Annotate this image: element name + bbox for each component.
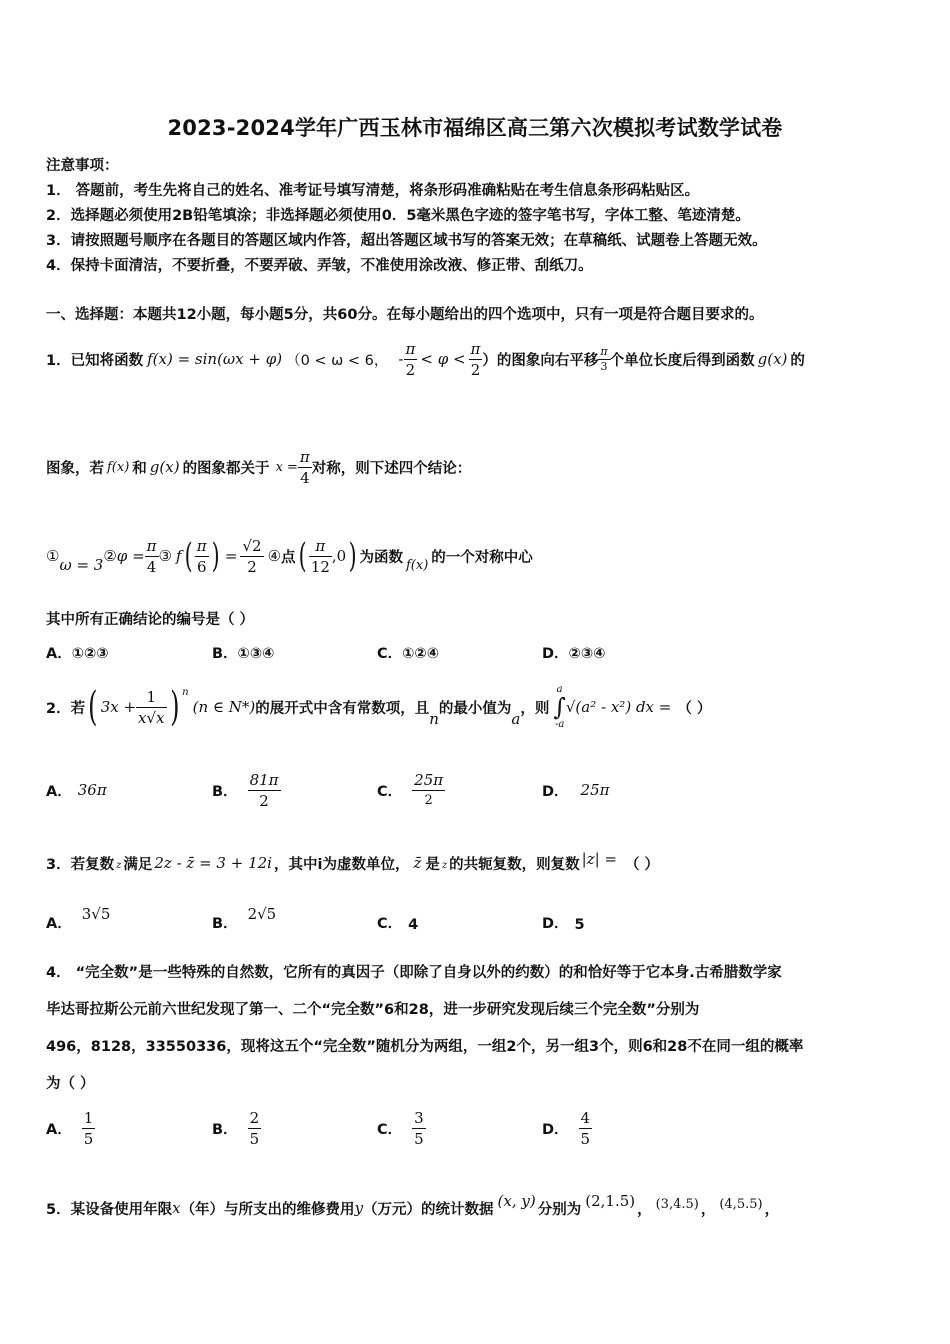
statement-4-tail: 为函数 [359,549,403,566]
q5-point-2: (3,4.5) [655,1196,699,1212]
q2-expr-a: 3x + [100,698,137,716]
q5-pair: (x, y) [497,1192,536,1210]
q4-option-c[interactable]: C． $\frac{3}{5}$ [377,1108,424,1148]
q1-line2-b: 的图象都关于 [182,460,270,477]
q1-frac-neg-pi-2: $\frac{\pi}{2}$ [405,339,416,379]
q3-ask: （ ） [625,856,660,873]
q3-option-a[interactable]: A． 3√5 [46,905,111,932]
section-heading: 一、选择题：本题共12小题，每小题5分，共60分。在每小题给出的四个选项中，只有一项是符合题目要求的。 [46,307,764,323]
q5-line [46,1190,779,1226]
q5-y: y [354,1199,364,1217]
q1-option-b[interactable]: B．①③④ [212,646,275,662]
q3-option-d[interactable]: D． 5 [542,916,585,933]
q2-integral-sign: ∫ [553,693,566,721]
q2-mid3: ，则 [520,700,550,717]
q1-frac-pi-4: $\frac{\pi}{4}$ [299,447,310,487]
q5-mid2: （万元）的统计数据 [363,1201,494,1218]
q3-equation: 2z - z̄ = 3 + 12i [154,854,272,872]
q5-x: x [172,1199,181,1217]
q2-ask: （ ） [677,700,712,717]
q1-prefix: 1．已知将函数 [46,352,144,369]
q3-z2: z [441,859,448,871]
q1-line2-c: 对称，则下述四个结论： [311,460,472,477]
statement-1: ω = 3 [59,556,104,574]
notice-heading: 注意事项： [46,158,119,174]
statement-2-frac: $\frac{\pi}{4}$ [146,536,157,576]
q4-option-d[interactable]: D． $\frac{4}{5}$ [542,1108,591,1148]
q2-option-d[interactable]: D． 25π [542,781,610,800]
q1-frac-pi-2: $\frac{\pi}{2}$ [470,339,481,379]
q1-statements: ① ω = 3 ② φ = $\frac{\pi}{4}$ ③ f ( $\frac{\pi}{6}$ ) = $\frac{√2}{2}$ ④ 点 ( $\frac{\pi}{12}$ ,0 ) 为函数 f(x) 的一个对称中心 [46,536,533,576]
q5-mid3: 分别为 [537,1201,582,1218]
paren-open: ( [184,536,193,576]
q1-line2-f: f(x) [107,459,130,475]
q4-option-a[interactable]: A． $\frac{1}{5}$ [46,1108,94,1148]
q2-option-b[interactable]: B． $\frac{81\pi}{2}$ [212,770,279,810]
q1-option-a[interactable]: A．①②③ [46,646,109,662]
notice-item-4: 4．保持卡面清洁，不要折叠，不要弄破、弄皱，不准使用涂改液、修正带、刮纸刀。 [46,258,593,274]
q1-shift-prefix: ）的图象向右平移 [482,352,599,369]
statement-4-point: 点 [281,549,296,566]
q3-option-c[interactable]: C． 4 [377,916,419,933]
notice-item-3: 3．请按照题号顺序在各题目的答题区域内作答，超出答题区域书写的答案无效；在草稿纸、试题卷上答题无效。 [46,233,767,249]
statement-4-end: 的一个对称中心 [431,549,533,566]
q1-line2-g: g(x) [149,458,180,476]
q3-mid3: 是 [425,856,440,873]
statement-4-zero: ,0 [331,547,347,565]
q1-ask: 其中所有正确结论的编号是（ ） [46,612,255,628]
q1-minus: - [398,350,404,368]
q2-cond: (n ∈ N*) [192,698,256,716]
statement-4-frac: $\frac{\pi}{12}$ [310,536,330,576]
q2-option-c[interactable]: C． $\frac{25\pi}{2}$ [377,770,444,808]
q2-integral [553,684,566,730]
q4-line-2: 毕达哥拉斯公元前六世纪发现了第一、二个“完全数”6和28，进一步研究发现后续三个完全数”分别为 [46,1002,700,1018]
paren-close-2: ) [348,536,357,576]
q5-prefix: 5．某设备使用年限 [46,1201,173,1218]
q2-exp-n: n [182,686,189,698]
statement-3-f: f [175,547,182,565]
q2-mid: 的展开式中含有常数项，且 [255,700,430,717]
q1-option-c[interactable]: C．①②④ [377,646,439,662]
q5-sep-2: ， [700,1201,716,1218]
q4-line-1: 4． “完全数”是一些特殊的自然数，它所有的真因子（即除了自身以外的约数）的和恰好等于它本身.古希腊数学家 [46,965,782,981]
q2-lower: -a [554,719,565,730]
q2-line [46,678,711,736]
q5-mid: （年）与所支出的维修费用 [180,1201,355,1218]
q1-line2 [46,442,471,492]
q5-sep-1: ， [637,1201,652,1218]
statement-3-mark: ③ [158,547,172,565]
statement-4-mark: ④ [267,547,282,565]
q3-zbar: z̄ [413,854,422,872]
q1-option-d[interactable]: D．②③④ [542,646,606,662]
q2-n: n [429,710,439,728]
q1-cond1: （0 < ω < 6， [286,352,389,369]
statement-3-arg: $\frac{\pi}{6}$ [196,536,207,576]
q1-g: g(x) [757,350,788,368]
q2-mid2: 的最小值为 [438,700,512,717]
q1-line1 [46,334,805,384]
notice-item-1: 1． 答题前，考生先将自己的姓名、准考证号填写清楚，将条形码准确粘贴在考生信息条形码粘贴区。 [46,183,700,199]
notice-item-2: 2．选择题必须使用2B铅笔填涂；非选择题必须使用0．5毫米黑色字迹的签字笔书写，字体工整、笔迹清楚。 [46,208,750,224]
q1-tail: 的 [790,352,805,369]
q2-option-a[interactable]: A． 36π [46,781,107,800]
statement-3-value: $\frac{√2}{2}$ [242,536,262,576]
paren-close: ) [211,536,220,576]
q3-abs: |z| = [581,850,617,868]
q3-prefix: 3．若复数 [46,856,115,873]
q3-option-b[interactable]: B． 2√5 [212,905,277,932]
q3-line [46,848,659,878]
q5-point-1: (2,1.5) [585,1192,636,1210]
q5-end: ， [764,1201,780,1218]
q4-line-4: 为（ ） [46,1076,95,1092]
q1-frac-pi-3: $\frac{\pi}{3}$ [600,344,608,373]
statement-2-mark: ② [103,547,117,565]
q2-paren-open: ( [88,684,98,730]
q2-integrand: √(a² - x²) dx = [565,698,672,716]
q3-mid4: 的共轭复数，则复数 [449,856,580,873]
q2-frac: $\frac{1}{x√x}$ [138,687,165,727]
q1-line2-a: 图象，若 [46,460,104,477]
q1-function: f(x) = sin(ωx + φ) [147,350,283,368]
q2-paren-close: ) [169,684,180,730]
q4-line-3: 496，8128，33550336，现将这五个“完全数”随机分为两组，一组2个，另一组3个，则6和28不在同一组的概率 [46,1039,804,1055]
q1-shift-text: 个单位长度后得到函数 [609,352,755,369]
q2-upper: a [556,684,563,695]
q2-a: a [511,710,521,728]
paren-open-2: ( [298,536,307,576]
q1-line2-and: 和 [132,460,147,477]
q3-z: z [116,859,122,871]
q2-prefix: 2．若 [46,700,86,717]
q1-phi-range: < φ < [420,350,466,368]
q1-line2-x: x = [275,459,298,475]
statement-2-lhs: φ = [116,547,145,565]
q3-mid: 满足 [123,856,153,873]
q5-point-3: (4,5.5) [719,1196,763,1212]
statement-1-mark: ① [46,547,60,565]
statement-4-f: f(x) [405,557,429,573]
q4-option-b[interactable]: B． $\frac{2}{5}$ [212,1108,260,1148]
q3-mid2: ，其中i为虚数单位， [273,856,410,873]
page-title: 2023-2024学年广西玉林市福绵区高三第六次模拟考试数学试卷 [167,116,783,140]
